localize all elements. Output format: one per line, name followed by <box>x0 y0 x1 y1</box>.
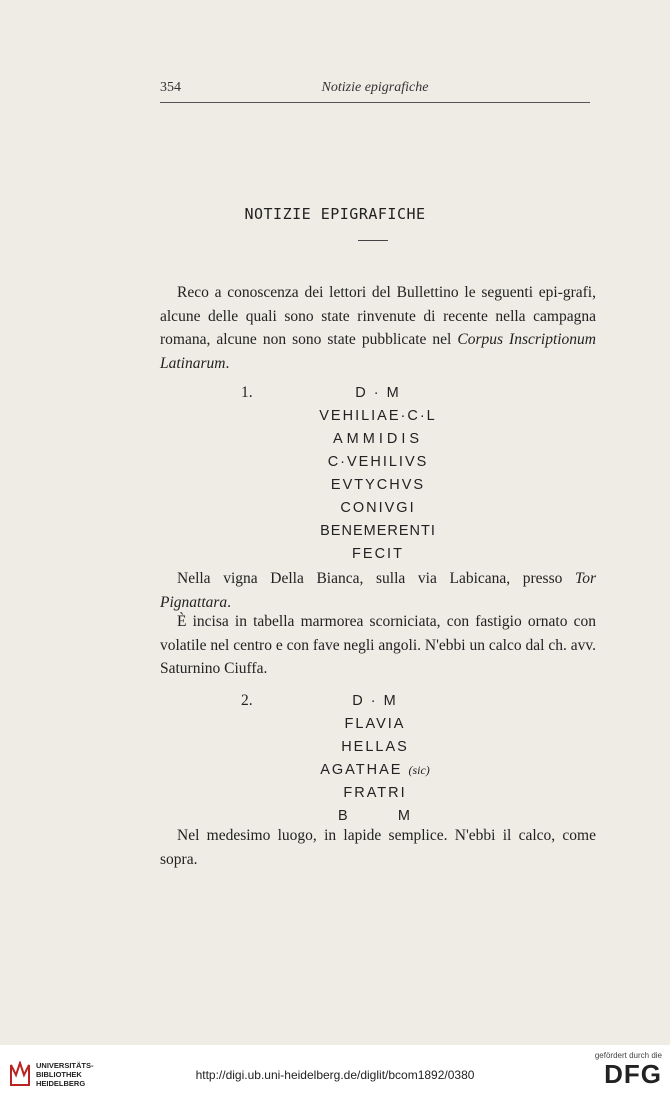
inscription-line: EVTYCHVS <box>330 477 426 493</box>
closing-text: Nel medesimo luogo, in lapide semplice. N'ebbi il calco, come sopra. <box>160 827 596 868</box>
library-line: UNIVERSITÄTS- <box>36 1061 94 1070</box>
title-rule <box>358 240 388 241</box>
inscription-line: B M <box>338 808 412 824</box>
paragraph-closing <box>160 824 596 871</box>
library-line: BIBLIOTHEK <box>36 1070 82 1079</box>
intro-paragraph <box>160 281 596 375</box>
dfg-logo[interactable] <box>582 1051 662 1101</box>
description-text: È incisa in tabella marmorea scorniciata, con fastigio ornato con volatile nel centro e con fave negli angoli. N'ebbi un calco dal ch. avv. Saturnino Ciuffa. <box>160 613 596 677</box>
location-italic: Tor Pignattara <box>160 570 596 611</box>
permalink-url[interactable]: http://digi.ub.uni-heidelberg.de/diglit/bcom1892/0380 <box>195 1068 475 1082</box>
inscription-line: FRATRI <box>343 785 407 801</box>
inscription-line: HELLAS <box>341 739 409 755</box>
location-text: Nella vigna Della Bianca, sulla via Labicana, presso <box>177 570 576 587</box>
funder-name: DFG <box>604 1059 662 1089</box>
intro-end: . <box>225 354 230 372</box>
viewer-footer <box>0 1045 670 1105</box>
running-title: Notizie epigrafiche <box>321 80 429 95</box>
inscription-line: C·VEHILIVS <box>327 454 429 470</box>
inscription-line: AMMIDIS <box>332 431 424 447</box>
library-line: HEIDELBERG <box>36 1079 86 1088</box>
inscription-line: FECIT <box>352 546 404 562</box>
page-header <box>160 80 590 100</box>
inscription-line: BENEMERENTI <box>320 523 436 539</box>
inscription-line <box>245 762 505 778</box>
intro-italic: Corpus Inscriptionum Latinarum <box>160 331 596 372</box>
sic-note: (sic) <box>408 763 430 777</box>
funder-caption: gefördert durch die <box>594 1051 662 1060</box>
page-number: 354 <box>160 80 181 95</box>
location-end: . <box>227 593 232 611</box>
inscription-line: VEHILIAE·C·L <box>319 408 437 424</box>
header-rule <box>160 102 590 103</box>
section-title: NOTIZIE EPIGRAFICHE <box>244 205 426 223</box>
inscription-line: D · M <box>355 385 401 401</box>
intro-text: Reco a conoscenza dei lettori del Bullettino le seguenti epi-grafi, alcune delle quali sono state rinvenute di recente nella campagna romana, alcune non sono state pubblicate nel <box>160 284 596 348</box>
inscription-line: CONIVGI <box>340 500 416 516</box>
paragraph-description <box>160 610 596 681</box>
inscription-line: FLAVIA <box>344 716 406 732</box>
inscription-1-number: 1. <box>241 384 253 401</box>
inscription-line-text: AGATHAE <box>320 762 403 778</box>
paragraph-location <box>160 567 596 614</box>
inscription-line: D · M <box>352 693 398 709</box>
inscription-2-number: 2. <box>241 692 253 709</box>
